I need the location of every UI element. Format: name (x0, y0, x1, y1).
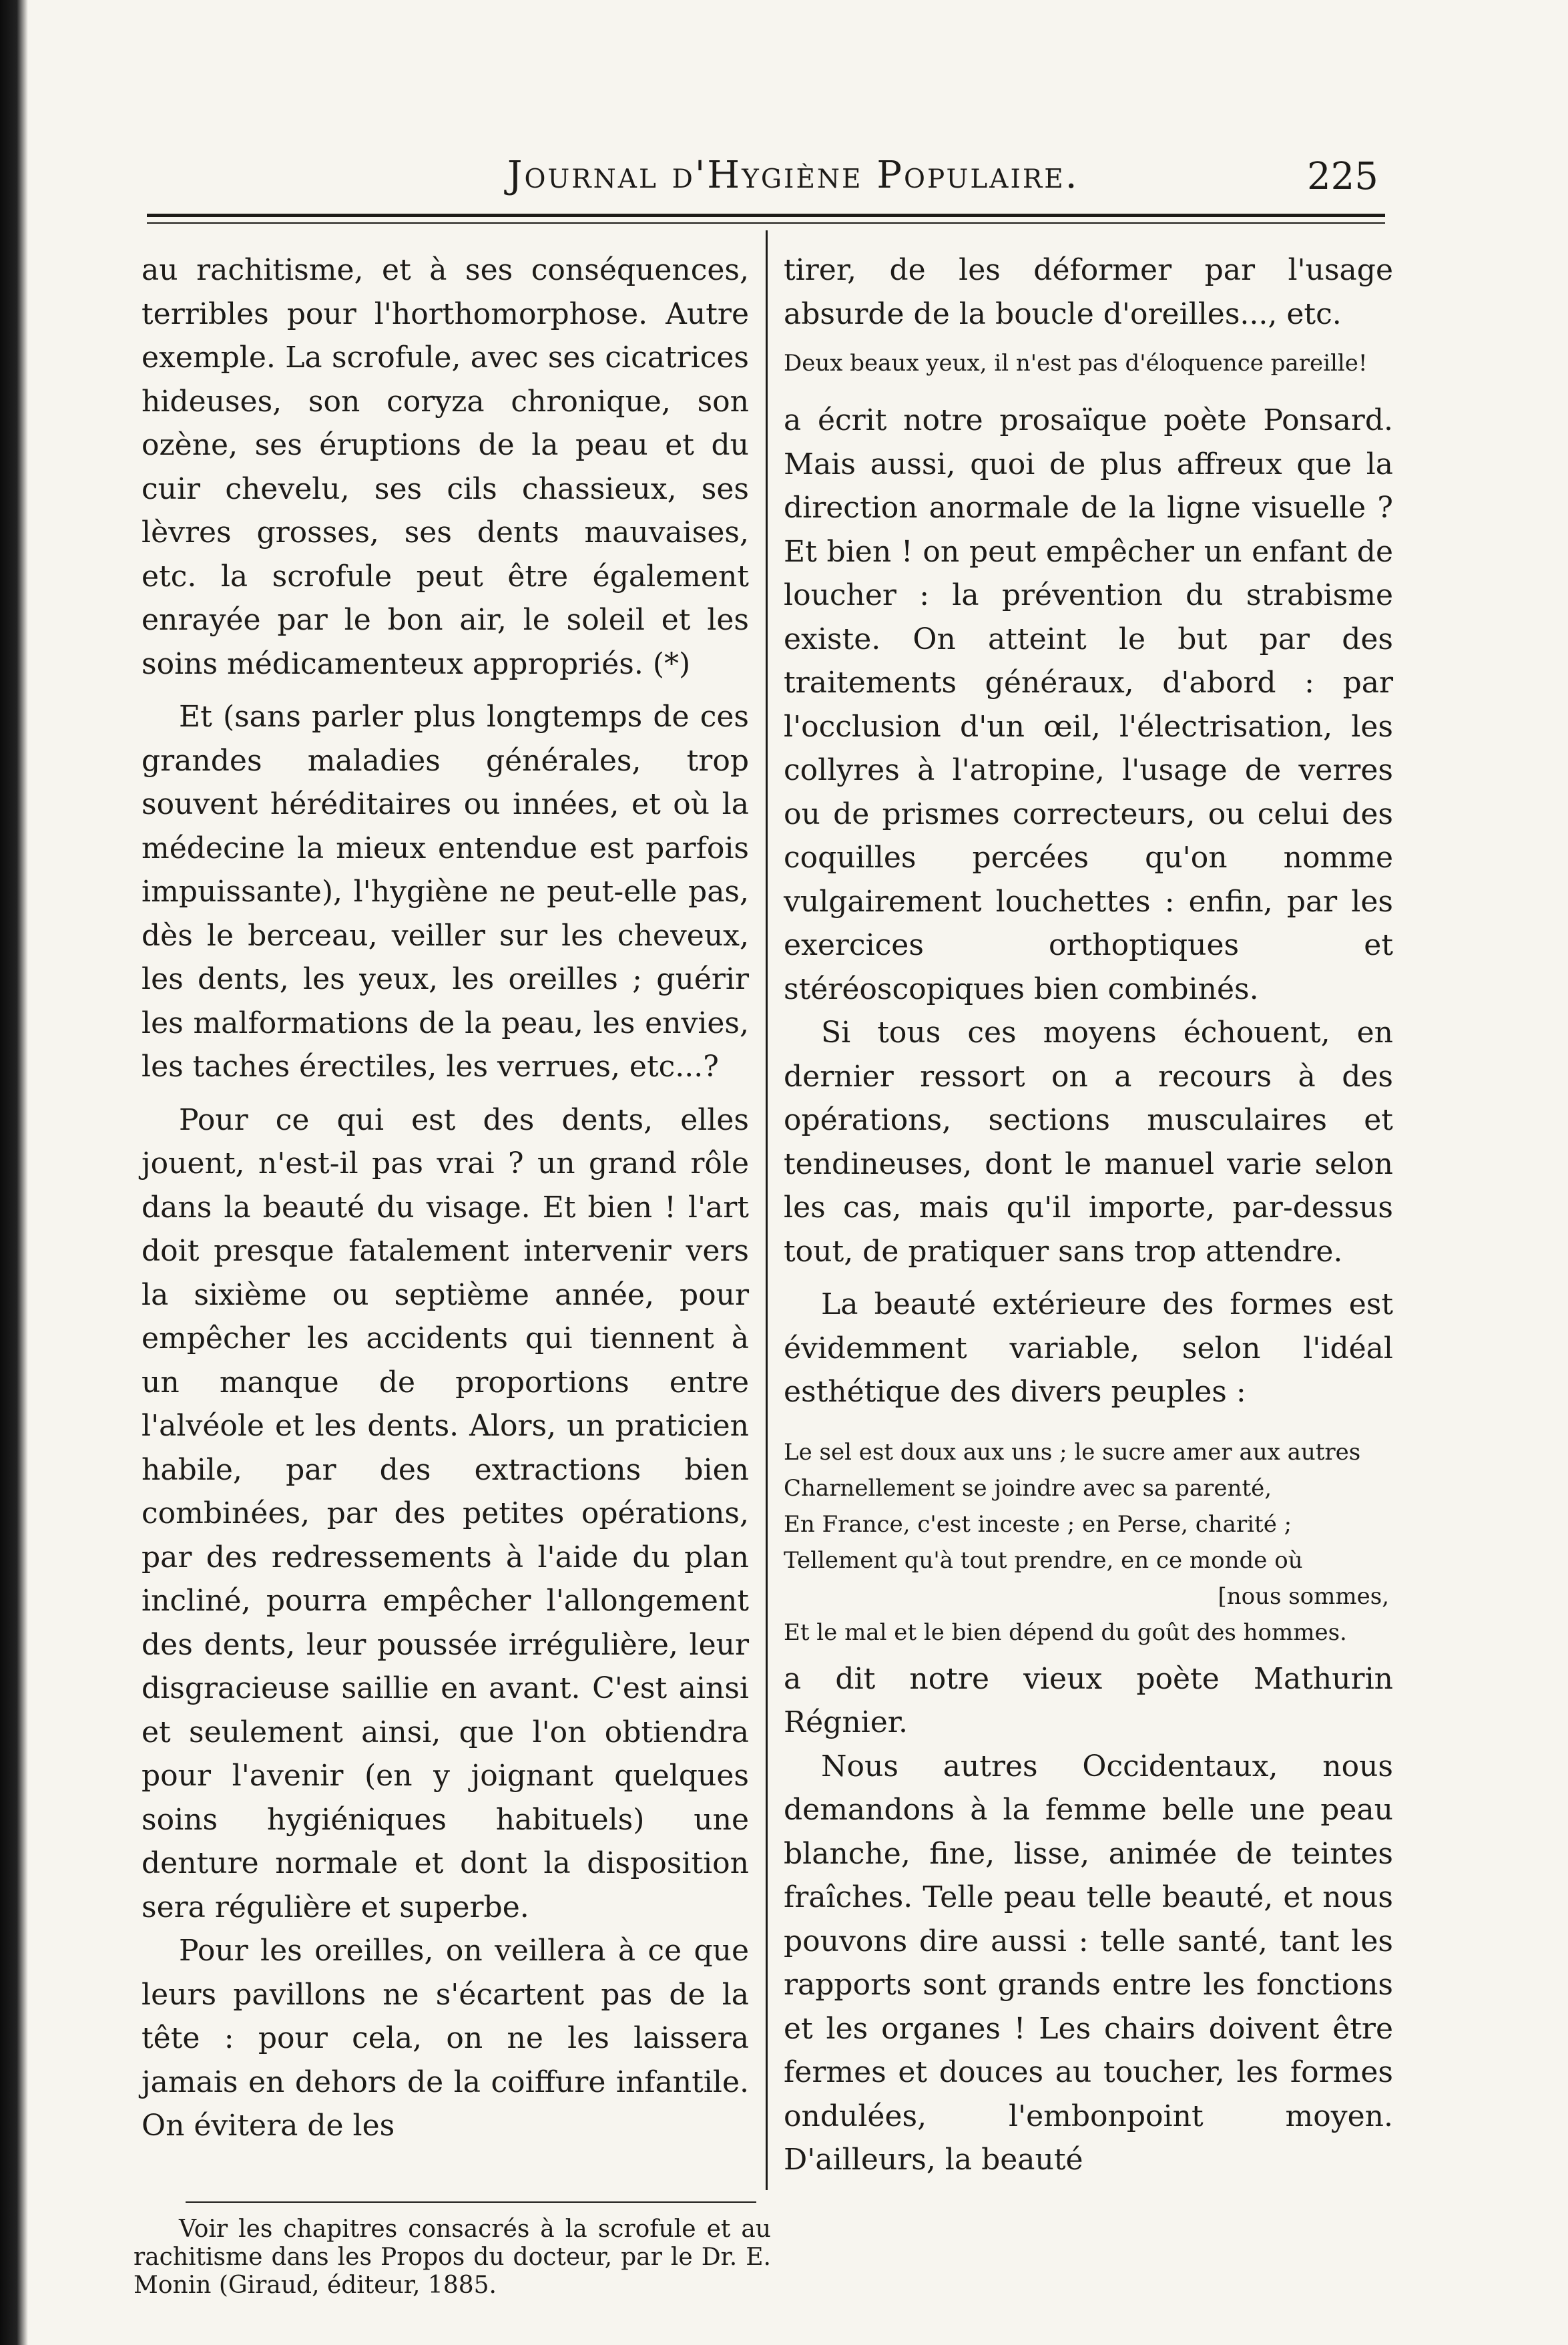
paragraph: a dit notre vieux poète Mathurin Régnier. (784, 1661, 1393, 1739)
paragraph: Nous autres Occidentaux, nous demandons à la femme belle une peau blanche, fine, lisse, animée de teintes fraîches. Telle peau telle beauté, et nous pouvons dire aussi : telle santé, tant les rapports sont grands entre les fonctions et les organes ! Les chairs doivent être fermes et douces au toucher, les formes ondulées, l'embonpoint moyen. D'ailleurs, la beauté (784, 1749, 1393, 2177)
verse-line: Le sel est doux aux uns ; le sucre amer aux autres (784, 1438, 1361, 1466)
paragraph: Et (sans parler plus longtemps de ces grandes maladies générales, trop souvent héréditaires ou innées, et où la médecine la mieux entendue est parfois impuissante), l'hygiène ne peut-elle pas, dès le berceau, veiller sur les cheveux, les dents, les yeux, les oreilles ; guérir les malformations de la peau, les envies, les taches érectiles, les verrues, etc...? (142, 700, 749, 1084)
header-rule-thin (147, 222, 1385, 224)
paragraph: Pour les oreilles, on veillera à ce que leurs pavillons ne s'écartent pas de la tête : pour cela, on ne les laissera jamais en dehors de la coiffure infantile. On évitera de les (142, 1934, 749, 2143)
verse-line: En France, c'est inceste ; en Perse, charité ; (784, 1510, 1292, 1538)
verse-line: Et le mal et le bien dépend du goût des hommes. (784, 1619, 1347, 1646)
running-header: Journal d'Hygiène Populaire. (507, 154, 1079, 197)
footnote-rule (186, 2201, 756, 2203)
right-column (784, 248, 1393, 2182)
footnote-text: Voir les chapitres consacrés à la scrofule et au rachitisme dans les Propos du docteur, par le Dr. E. Monin (Giraud, éditeur, 1885. (134, 2215, 771, 2299)
verse-quote: Deux beaux yeux, il n'est pas d'éloquence pareille! (784, 350, 1368, 377)
footnote (134, 2215, 771, 2300)
left-column (142, 248, 749, 2148)
page-number: 225 (1307, 155, 1378, 198)
paragraph: Si tous ces moyens échouent, en dernier ressort on a recours à des opérations, sections musculaires et tendineuses, dont le manuel varie selon les cas, mais qu'il importe, par-dessus tout, de pratiquer sans trop attendre. (784, 1016, 1393, 1269)
column-separator (766, 230, 768, 2190)
verse-line-continuation: [nous sommes, (1218, 1582, 1389, 1610)
verse-line: Charnellement se joindre avec sa parenté, (784, 1474, 1272, 1502)
paragraph: Pour ce qui est des dents, elles jouent, n'est-il pas vrai ? un grand rôle dans la beauté du visage. Et bien ! l'art doit presque fatalement intervenir vers la sixième ou septième année, pour empêcher les accidents qui tiennent à un manque de proportions entre l'alvéole et les dents. Alors, un praticien habile, par des extractions bien combinées, par des petites opérations, par des redressements à l'aide du plan incliné, pourra empêcher l'allongement des dents, leur poussée irrégulière, leur disgracieuse saillie en avant. C'est ainsi et seulement ainsi, que l'on obtiendra pour l'avenir (en y joignant quelques soins hygiéniques habituels) une denture normale et dont la disposition sera régulière et superbe. (142, 1102, 749, 1924)
verse-line: Tellement qu'à tout prendre, en ce monde où (784, 1546, 1303, 1574)
book-binding-edge (0, 0, 28, 2345)
paragraph: tirer, de les déformer par l'usage absurde de la boucle d'oreilles..., etc. (784, 253, 1393, 331)
header-rule-thick (147, 214, 1385, 217)
paragraph: au rachitisme, et à ses conséquences, terribles pour l'horthomorphose. Autre exemple. La scrofule, avec ses cicatrices hideuses, son coryza chronique, son ozène, ses éruptions de la peau et du cuir chevelu, ses cils chassieux, ses lèvres grosses, ses dents mauvaises, etc. la scrofule peut être également enrayée par le bon air, le soleil et les soins médicamenteux appropriés. (*) (142, 253, 749, 681)
paragraph: a écrit notre prosaïque poète Ponsard. Mais aussi, quoi de plus affreux que la direction anormale de la ligne visuelle ? Et bien ! on peut empêcher un enfant de loucher : la prévention du strabisme existe. On atteint le but par des traitements généraux, d'abord : par l'occlusion d'un œil, l'électrisation, les collyres à l'atropine, l'usage de verres ou de prismes correcteurs, ou celui des coquilles percées qu'on nomme vulgairement louchettes : enfin, par les exercices orthoptiques et stéréoscopiques bien combinés. (784, 403, 1393, 1006)
paragraph: La beauté extérieure des formes est évidemment variable, selon l'idéal esthétique des divers peuples : (784, 1287, 1393, 1409)
verse-quote-block (784, 1434, 1393, 1651)
